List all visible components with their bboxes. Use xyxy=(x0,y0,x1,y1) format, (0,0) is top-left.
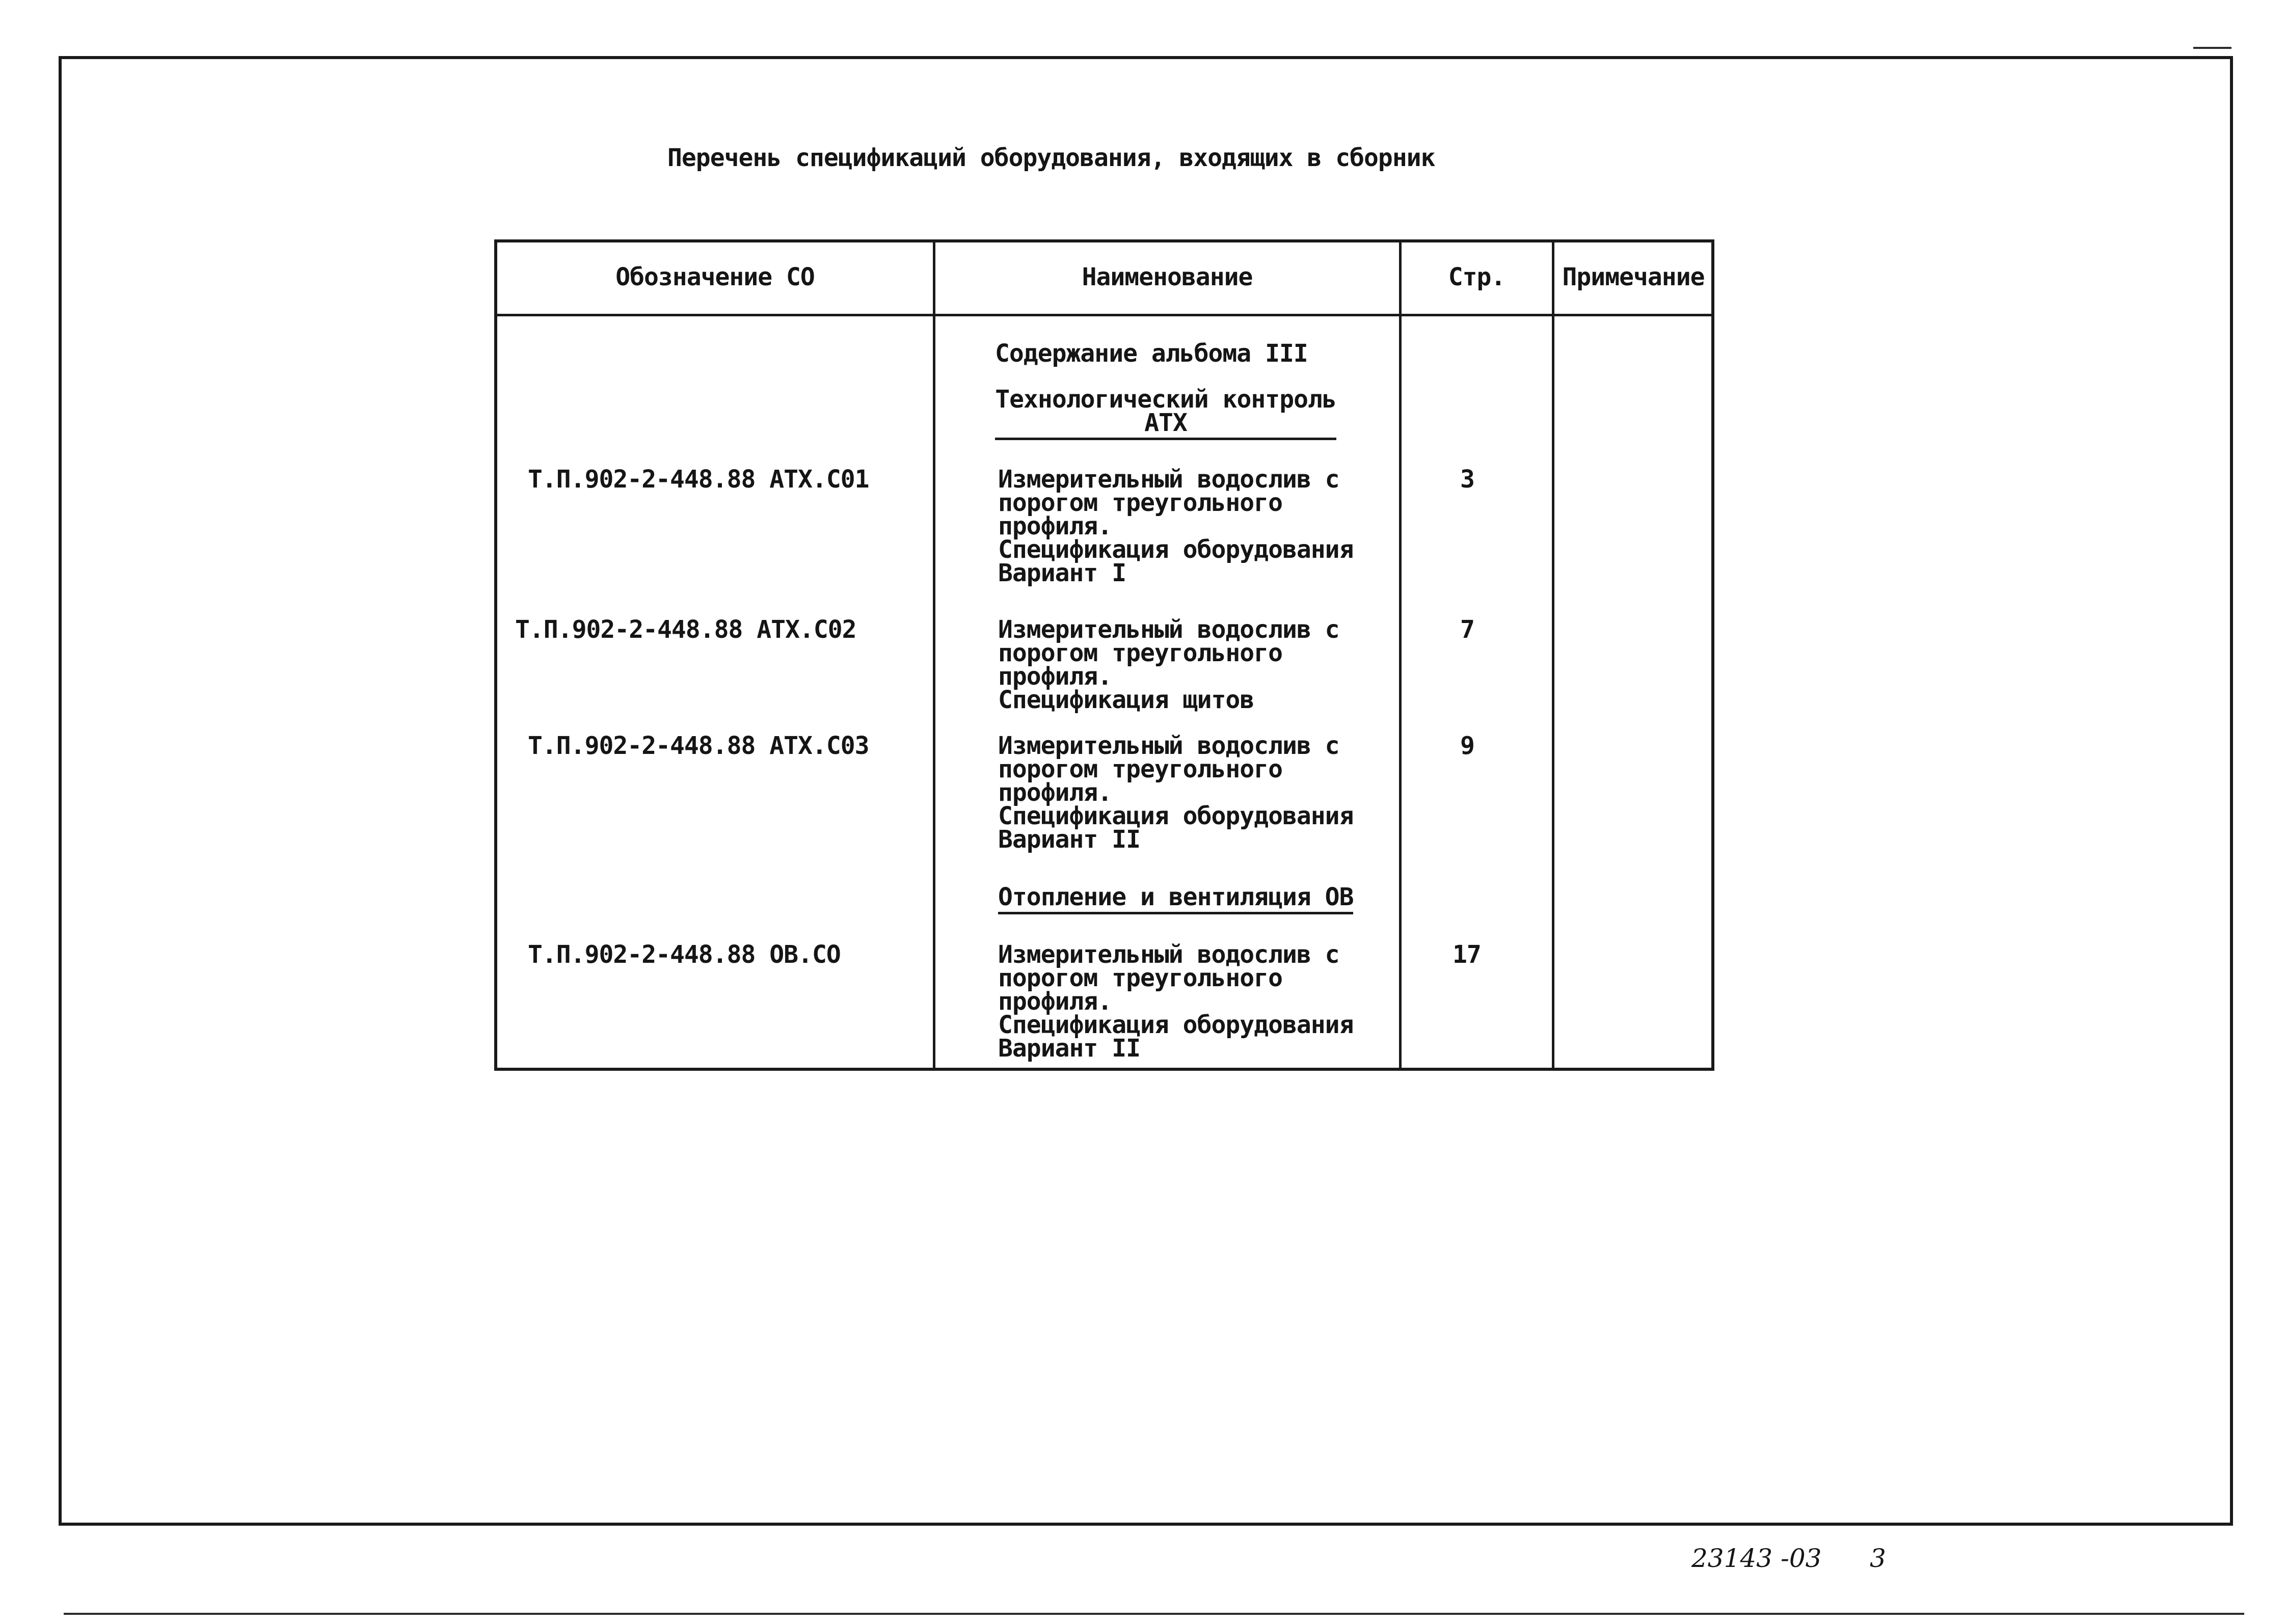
row-3-name-line: Измерительный водослив с xyxy=(998,732,1339,760)
row-4-designation: Т.П.902-2-448.88 ОВ.СО xyxy=(528,940,841,969)
row-1-page: 3 xyxy=(1460,465,1474,494)
section-atx-line1: Технологический контроль xyxy=(995,385,1336,414)
frame-corner-mark xyxy=(2193,47,2231,49)
row-1-name-line: Спецификация оборудования xyxy=(998,535,1354,564)
row-3-name-line: Спецификация оборудования xyxy=(998,802,1354,830)
row-2-name-line: порогом треугольного xyxy=(998,639,1282,667)
row-3-name-line: Вариант II xyxy=(998,825,1140,854)
header-page: Стр. xyxy=(1448,263,1505,291)
row-4-name-line: Измерительный водослив с xyxy=(998,940,1339,969)
row-4-name-line: Спецификация оборудования xyxy=(998,1011,1354,1039)
section-heading-ov: Отопление и вентиляция ОВ xyxy=(998,885,1353,914)
row-2-page: 7 xyxy=(1460,615,1474,644)
header-name: Наименование xyxy=(1082,263,1253,291)
bottom-rule xyxy=(64,1613,2244,1615)
document-title: Перечень спецификаций оборудования, входящих в сборник xyxy=(667,144,1435,172)
row-2-designation: Т.П.902-2-448.88 АТХ.С02 xyxy=(515,615,856,644)
row-3-designation: Т.П.902-2-448.88 АТХ.С03 xyxy=(528,732,869,760)
row-4-name-line: профиля. xyxy=(998,987,1112,1016)
row-1-name-line: профиля. xyxy=(998,512,1112,540)
row-4-name-line: порогом треугольного xyxy=(998,964,1282,992)
sheet-number: 3 xyxy=(1870,1544,1886,1573)
column-divider xyxy=(1552,242,1554,1068)
row-2-name-line: Измерительный водослив с xyxy=(998,615,1339,644)
section-heading-atx xyxy=(995,385,1336,440)
column-divider xyxy=(933,242,935,1068)
row-1-name-line: порогом треугольного xyxy=(998,489,1282,517)
album-contents-heading: Содержание альбома III xyxy=(995,339,1308,368)
header-divider xyxy=(497,314,1711,316)
row-1-designation: Т.П.902-2-448.88 АТХ.С01 xyxy=(528,465,869,494)
specification-table xyxy=(494,239,1714,1071)
header-designation: Обозначение СО xyxy=(615,263,815,291)
row-2-name-line: Спецификация щитов xyxy=(998,686,1254,714)
row-3-name xyxy=(998,732,1354,854)
document-code: 23143 -03 xyxy=(1691,1544,1822,1573)
row-1-name-line: Измерительный водослив с xyxy=(998,465,1339,494)
row-1-name-line: Вариант I xyxy=(998,559,1126,587)
row-4-name xyxy=(998,940,1354,1063)
row-4-page: 17 xyxy=(1453,940,1481,969)
row-1-name xyxy=(998,465,1354,587)
section-atx-line2: АТХ xyxy=(1144,409,1187,437)
row-2-name xyxy=(998,615,1339,714)
column-divider xyxy=(1399,242,1402,1068)
row-3-name-line: порогом треугольного xyxy=(998,755,1282,783)
row-2-name-line: профиля. xyxy=(998,662,1112,691)
row-3-page: 9 xyxy=(1460,732,1474,760)
header-note: Примечание xyxy=(1562,263,1705,291)
row-4-name-line: Вариант II xyxy=(998,1034,1140,1063)
row-3-name-line: профиля. xyxy=(998,778,1112,807)
